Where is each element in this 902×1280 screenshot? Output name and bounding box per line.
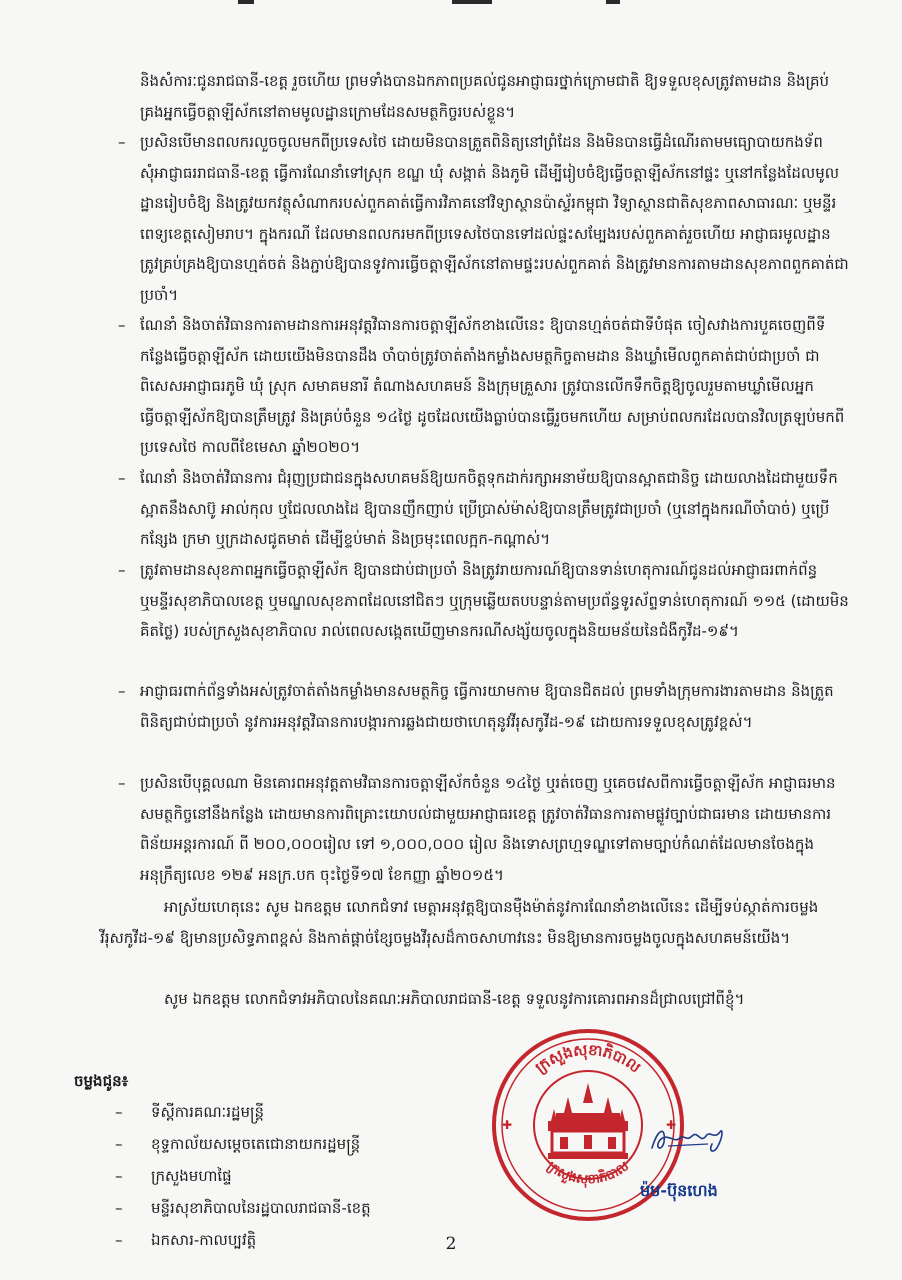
signer-name: ម៉ម-ប៊ុនហេង — [640, 1181, 718, 1200]
closing-paragraph: សូម ឯកឧត្តម លោកជំទាវអភិបាលនៃគណៈអភិបាលរាជធានី-ខេត្ត ទទួលនូវការគោរពអានដ៏ជ្រាលជ្រៅពីខ្ញុំ។ — [164, 990, 745, 1008]
bullet-text: ត្រូវតាមដានសុខភាពអ្នកធ្វើចត្តាឡីស័ក ឱ្យបានជាប់ជាប្រចាំ និងត្រូវរាយការណ៍ឱ្យបានទាន់ហេតុការណ៍ជូនដល់អាជ្ញាធរពាក់ព័ន្ធ ឬមន្ទីរសុខាភិបាលខេត្ត ឬមណ្ឌលសុខភាពដែលនៅជិតៗ ឬក្រុមឆ្លើយតបបន្ទាន់តាមប្រព័ន្ធទូរស័ព្ទទាន់ហេតុការណ៍ ១១៥ (ដោយមិនគិតថ្លៃ) របស់ក្រសួងសុខាភិបាល រាល់ពេលសង្កេតឃើញមានករណីសង្ស័យចូលក្នុងនិយមន័យនៃជំងឺកូវីដ-១៩។ — [140, 561, 849, 640]
bullet-text: អាជ្ញាធរពាក់ព័ន្ធទាំងអស់ត្រូវចាត់តាំងកម្លាំងមានសមត្ថកិច្ច ធ្វើការយាមកាម ឱ្យបានជិតដល់ ព្រមទាំងក្រុមការងារតាមដាន និងត្រួតពិនិត្យជាប់ជាប្រចាំ នូវការអនុវត្តវិធានការបង្ការការឆ្លងជាយថាហេតុនូវវីរុសកូវីដ-១៩ ដោយការទទួលខុសត្រូវខ្ពស់។ — [140, 682, 834, 731]
bullet-item — [118, 127, 852, 310]
page-number: 2 — [445, 1234, 457, 1254]
seal-text-bottom: ក្រសួងសុខាភិបាល — [544, 1158, 632, 1188]
cc-item-text: ទីស្តីការគណៈរដ្ឋមន្ត្រី — [151, 1103, 265, 1121]
svg-text:✚: ✚ — [502, 1118, 513, 1132]
cc-item-text: ខុទ្ទកាល័យសម្តេចតេជោនាយករដ្ឋមន្ត្រី — [151, 1135, 361, 1153]
bullet-text: ណែនាំ និងចាត់វិធានការតាមដានការអនុវត្តវិធានការចត្តាឡីស័កខាងលើនេះ ឱ្យបានហ្មត់ចត់ជាទីបំផុត ចៀសវាងការបួគចេញពីទីកន្លែងធ្វើចត្តាឡីស័ក ដោយយើងមិនបានដឹង ចាំបាច់ត្រូវចាត់តាំងកម្លាំងសមត្ថកិច្ចតាមដាន និងឃ្លាំមើលពួកគាត់ជាប់ជាប្រចាំ ជាពិសេសអាជ្ញាធរភូមិ ឃុំ ស្រុក សមាគមនារី តំណាងសហគមន៍ និងក្រុមគ្រួសារ ត្រូវបានលើកទឹកចិត្តឱ្យចូលរួមតាមឃ្លាំមើលអ្នកធ្វើចត្តាឡីស័កឱ្យបានត្រឹមត្រូវ និងគ្រប់ចំនួន ១៤ថ្ងៃ ដូចដែលយើងធ្លាប់បានធ្វើរួចមកហើយ សម្រាប់ពលករដែលបានវិលត្រឡប់មកពីប្រទេសថៃ កាលពីខែមេសា ឆ្នាំ២០២០។ — [140, 316, 845, 456]
cc-item: – ខុទ្ទកាល័យសម្តេចតេជោនាយករដ្ឋមន្ត្រី — [115, 1135, 361, 1153]
svg-text:✚: ✚ — [666, 1118, 677, 1132]
continuation-paragraph: និងសំការៈជូនរាជធានី-ខេត្ត រួចហើយ ព្រមទាំងបានឯកភាពប្រគល់ជូនអាជ្ញាធរថ្នាក់ក្រោមជាតិ ឱ្យទទួលខុសត្រូវតាមដាន និងគ្រប់គ្រងអ្នកធ្វើចត្តាឡីស័កនៅតាមមូលដ្ឋានក្រោមដែនសមត្ថកិច្ចរបស់ខ្លួន។ — [140, 72, 830, 121]
seal-text-top: ក្រសួងសុខាភិបាល — [531, 1040, 645, 1077]
cc-list — [115, 1096, 371, 1256]
bullet-text: ណែនាំ និងចាត់វិធានការ ជំរុញប្រជាជនក្នុងសហគមន៍ឱ្យយកចិត្តទុកដាក់រក្សាអនាម័យឱ្យបានស្អាតជានិច្ច ដោយលាងដៃជាមួយទឹកស្អាតនឹងសាប៊ូ អាល់កុល ឬជែលលាងដៃ ឱ្យបានញឹកញាប់ ប្រើប្រាស់ម៉ាស់ឱ្យបានត្រឹមត្រូវជាប្រចាំ (ឬនៅក្នុងករណីចាំបាច់) ឬប្រើកន្សែង ក្រមា ឬក្រដាសជូតមាត់ ដើម្បីខ្ទប់មាត់ និងច្រមុះពេលក្អក-កណ្តាស់។ — [140, 469, 838, 548]
bullet-item — [118, 555, 852, 647]
cc-item: – ក្រសួងមហាផ្ទៃ — [115, 1167, 232, 1185]
bullet-dash: – — [118, 561, 126, 579]
bullet-item — [118, 310, 852, 463]
bullet-dash: – — [118, 316, 126, 334]
bullet-text: ប្រសិនបើបុគ្គលណា មិនគោរពអនុវត្តតាមវិធានការចត្តាឡីស័កចំនួន ១៤ថ្ងៃ ឬរត់ចេញ ឬគេចវេសពីការធ្វើចត្តាឡីស័ក អាជ្ញាធរមានសមត្ថកិច្ចនៅនឹងកន្លែង ដោយមានការពិគ្រោះយោបល់ជាមួយអាជ្ញាធរខេត្ត ត្រូវចាត់វិធានការតាមផ្លូវច្បាប់ជាធរមាន ដោយមានការពិន័យអន្តរការណ៍ ពី ២០០,០០០រៀល ទៅ ១,០០០,០០០ រៀល និងទោសព្រហ្មទណ្ឌទៅតាមច្បាប់កំណត់ដែលមានចែងក្នុងអនុក្រឹត្យលេខ ១២៩ អនក្រ.បក ចុះថ្ងៃទី១៧ ខែកញ្ញា ឆ្នាំ២០១៥។ — [140, 774, 836, 884]
conclusion-paragraph: អាស្រ័យហេតុនេះ សូម ឯកឧត្តម លោកជំទាវ មេត្តាអនុវត្តឱ្យបានម៉ឺងម៉ាត់នូវការណែនាំខាងលើនេះ ដើម្បីទប់ស្កាត់ការចម្លងវីរុសកូវីដ-១៩ ឱ្យមានប្រសិទ្ធភាពខ្ពស់ និងកាត់ផ្តាច់ខ្សែចម្លងវីរុសដ៏កាចសាហាវនេះ មិនឱ្យមានការចម្លងចូលក្នុងសហគមន៍យើង។ — [100, 898, 819, 947]
bullet-item — [118, 463, 852, 555]
bullet-dash: – — [118, 682, 126, 700]
cc-item: – ឯកសារ-កាលប្បវត្តិ — [115, 1231, 257, 1249]
bullet-item — [118, 768, 852, 890]
cc-item-text: ក្រសួងមហាផ្ទៃ — [151, 1167, 232, 1185]
svg-text:ក្រសួងសុខាភិបាល — [544, 1159, 632, 1189]
cc-item-text: ឯកសារ-កាលប្បវត្តិ — [151, 1231, 257, 1249]
bullet-dash: – — [118, 469, 126, 487]
bullet-item — [118, 676, 852, 737]
signature-icon — [648, 1118, 728, 1158]
bullet-dash: – — [118, 133, 126, 151]
cc-item-text: មន្ទីរសុខាភិបាលនៃរដ្ឋបាលរាជធានី-ខេត្ត — [151, 1199, 371, 1217]
bullet-text: ប្រសិនបើមានពលករលួចចូលមកពីប្រទេសថៃ ដោយមិនបានត្រួតពិនិត្យនៅព្រំដែន និងមិនបានធ្វើដំណើរតាមមធ្យោបាយកងទ័ព សុំអាជ្ញាធររាជធានី-ខេត្ត ធ្វើការណែនាំទៅស្រុក ខណ្ឌ ឃុំ សង្កាត់ និងភូមិ ដើម្បីរៀបចំឱ្យធ្វើចត្តាឡីស័កនៅផ្ទះ ឬនៅកន្លែងដែលមូលដ្ឋានរៀបចំឱ្យ និងត្រូវយកវត្ថុសំណាករបស់ពួកគាត់ធ្វើការវិភាគនៅវិទ្យាស្ថានប៉ាស្ទ័រកម្ពុជា វិទ្យាស្ថានជាតិសុខភាពសាធារណៈ ឬមន្ទីរពេទ្យខេត្តសៀមរាប។ ក្នុងករណី ដែលមានពលករមកពីប្រទេសថៃបានទៅដល់ផ្ទះសម្បែងរបស់ពួកគាត់រួចហើយ អាជ្ញាធរមូលដ្ឋាន ត្រូវគ្រប់គ្រងឱ្យបានហ្មត់ចត់ និងភ្ជាប់ឱ្យបានទូវការធ្វើចត្តាឡីស័កនៅតាមផ្ទះរបស់ពួកគាត់ និងត្រូវមានការតាមដានសុខភាពពួកគាត់ជាប្រចាំ។ — [140, 133, 849, 304]
cc-label: ចម្លងជូន៖ — [74, 1072, 129, 1090]
cc-item: – មន្ទីរសុខាភិបាលនៃរដ្ឋបាលរាជធានី-ខេត្ត — [115, 1199, 371, 1217]
cc-item: – ទីស្តីការគណៈរដ្ឋមន្ត្រី — [115, 1103, 265, 1121]
bullet-dash: – — [118, 774, 126, 792]
